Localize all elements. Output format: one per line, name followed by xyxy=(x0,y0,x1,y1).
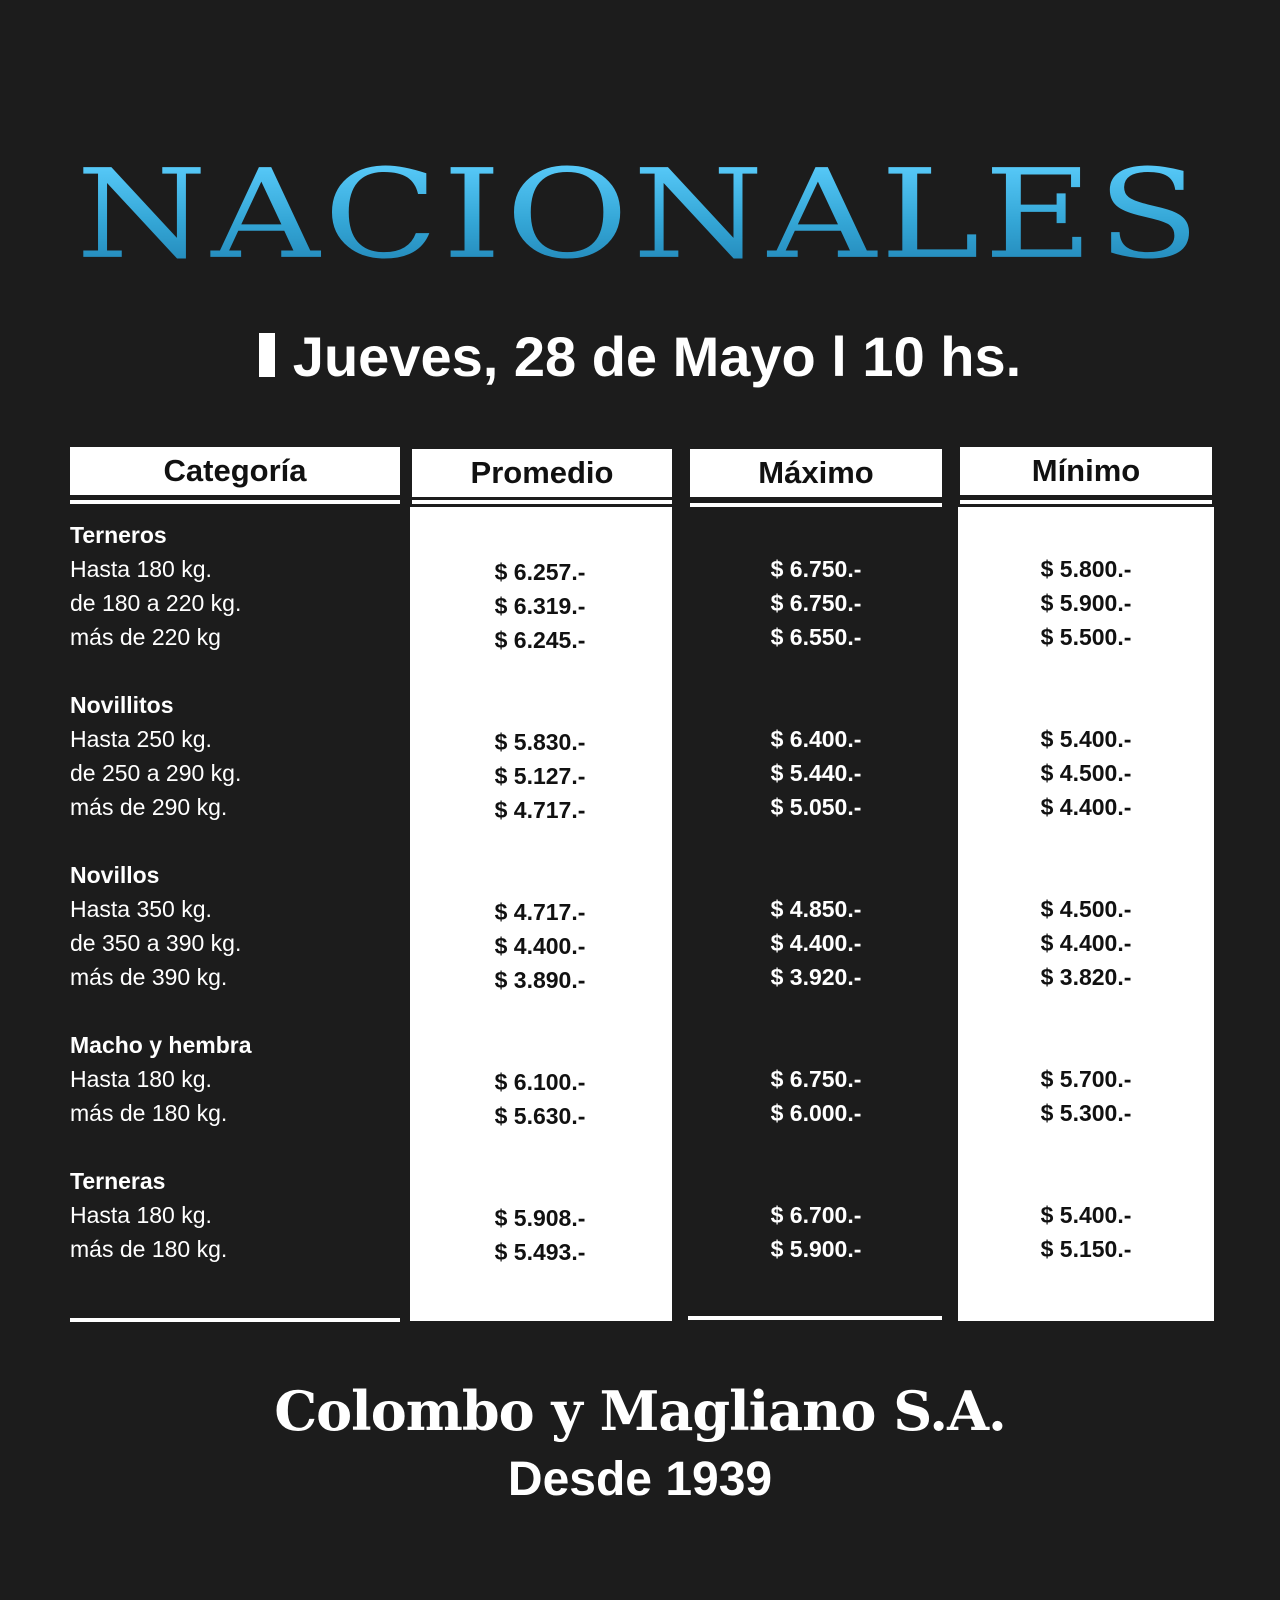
minimo-value: $ 5.500.- xyxy=(1040,624,1132,650)
group-gap xyxy=(960,654,1212,688)
promedio-value: $ 4.717.- xyxy=(494,899,586,925)
maximo-value: $ 4.850.- xyxy=(770,896,862,922)
header-promedio: Promedio xyxy=(412,449,672,497)
footer-rule-categoria xyxy=(70,1318,400,1322)
group-gap xyxy=(410,1266,670,1300)
category-row-label: Hasta 180 kg. xyxy=(70,556,212,582)
group-spacer xyxy=(690,858,942,892)
group-spacer xyxy=(410,1028,670,1062)
maximo-value: $ 4.400.- xyxy=(770,930,862,956)
minimo-value: $ 5.300.- xyxy=(1040,1100,1132,1126)
minimo-value: $ 4.500.- xyxy=(1040,760,1132,786)
promedio-value: $ 4.717.- xyxy=(494,797,586,823)
category-group-title: Novillitos xyxy=(70,692,174,718)
category-group-title: Novillos xyxy=(70,862,160,888)
category-row-label: Hasta 180 kg. xyxy=(70,1066,212,1092)
group-spacer xyxy=(410,1164,670,1198)
promedio-value: $ 5.630.- xyxy=(494,1103,586,1129)
minimo-value: $ 5.900.- xyxy=(1040,590,1132,616)
category-row-label: más de 180 kg. xyxy=(70,1236,228,1262)
category-row-label: Hasta 180 kg. xyxy=(70,1202,212,1228)
group-spacer xyxy=(410,688,670,722)
footer-rule-maximo xyxy=(688,1316,942,1320)
category-group xyxy=(70,1028,400,1130)
promedio-value: $ 3.890.- xyxy=(494,967,586,993)
category-group-title: Terneras xyxy=(70,1168,166,1194)
maximo-value: $ 6.750.- xyxy=(770,590,862,616)
auction-date xyxy=(0,322,1280,392)
promedio-value: $ 6.245.- xyxy=(494,627,586,653)
promedio-value: $ 5.908.- xyxy=(494,1205,586,1231)
promedio-value: $ 5.830.- xyxy=(494,729,586,755)
category-row-label: más de 390 kg. xyxy=(70,964,228,990)
category-group-title: Terneros xyxy=(70,522,167,548)
category-group-title: Macho y hembra xyxy=(70,1032,252,1058)
category-row-label: Hasta 250 kg. xyxy=(70,726,212,752)
header-rule-categoria xyxy=(70,500,400,504)
group-gap xyxy=(410,994,670,1028)
group-spacer xyxy=(960,858,1212,892)
brand-logo: Colombo y Magliano S.A. xyxy=(274,1379,1006,1443)
maximo-value: $ 6.750.- xyxy=(770,1066,862,1092)
category-row-label: de 250 a 290 kg. xyxy=(70,760,242,786)
promedio-value: $ 5.127.- xyxy=(494,763,586,789)
group-gap xyxy=(410,654,670,688)
category-group xyxy=(70,858,400,994)
category-row-label: de 350 a 390 kg. xyxy=(70,930,242,956)
category-column xyxy=(70,518,400,1300)
maximo-value: $ 6.000.- xyxy=(770,1100,862,1126)
promedio-column xyxy=(410,518,670,1300)
maximo-value: $ 5.440.- xyxy=(770,760,862,786)
group-spacer xyxy=(960,518,1212,552)
promedio-value: $ 5.493.- xyxy=(494,1239,586,1265)
group-spacer xyxy=(690,688,942,722)
page-title: NACIONALES xyxy=(0,154,1280,277)
group-spacer xyxy=(960,1164,1212,1198)
group-spacer xyxy=(410,518,670,552)
minimo-value: $ 4.400.- xyxy=(1040,930,1132,956)
header-rule-minimo xyxy=(960,500,1212,504)
group-spacer xyxy=(690,1028,942,1062)
header-rule-maximo xyxy=(690,503,942,507)
group-spacer xyxy=(690,1164,942,1198)
header-categoria: Categoría xyxy=(70,447,400,495)
group-gap xyxy=(960,994,1212,1028)
category-group xyxy=(70,518,400,654)
maximo-value: $ 3.920.- xyxy=(770,964,862,990)
category-row-label: Hasta 350 kg. xyxy=(70,896,212,922)
bullet-bar xyxy=(259,333,275,377)
category-row-label: más de 180 kg. xyxy=(70,1100,228,1126)
group-gap xyxy=(690,1266,942,1300)
group-spacer xyxy=(410,858,670,892)
maximo-value: $ 5.900.- xyxy=(770,1236,862,1262)
promedio-value: $ 6.257.- xyxy=(494,559,586,585)
group-gap xyxy=(960,1130,1212,1164)
since-text: Desde 1939 xyxy=(507,1453,773,1506)
group-gap xyxy=(960,824,1212,858)
maximo-value: $ 5.050.- xyxy=(770,794,862,820)
promedio-value: $ 6.100.- xyxy=(494,1069,586,1095)
category-row-label: más de 220 kg xyxy=(70,624,221,650)
minimo-value: $ 5.400.- xyxy=(1040,726,1132,752)
minimo-value: $ 5.700.- xyxy=(1040,1066,1132,1092)
maximo-value: $ 6.400.- xyxy=(770,726,862,752)
category-group xyxy=(70,1164,400,1266)
promedio-value: $ 4.400.- xyxy=(494,933,586,959)
group-gap xyxy=(690,1130,942,1164)
group-gap xyxy=(690,824,942,858)
category-group xyxy=(70,688,400,824)
minimo-value: $ 5.800.- xyxy=(1040,556,1132,582)
group-spacer xyxy=(960,1028,1212,1062)
maximo-value: $ 6.550.- xyxy=(770,624,862,650)
promedio-value: $ 6.319.- xyxy=(494,593,586,619)
maximo-value: $ 6.700.- xyxy=(770,1202,862,1228)
minimo-value: $ 4.400.- xyxy=(1040,794,1132,820)
header-maximo: Máximo xyxy=(690,449,942,497)
group-gap xyxy=(960,1266,1212,1300)
minimo-value: $ 3.820.- xyxy=(1040,964,1132,990)
header-minimo: Mínimo xyxy=(960,447,1212,495)
group-spacer xyxy=(960,688,1212,722)
category-row-label: más de 290 kg. xyxy=(70,794,228,820)
group-gap xyxy=(410,824,670,858)
minimo-value: $ 5.150.- xyxy=(1040,1236,1132,1262)
group-gap xyxy=(690,994,942,1028)
maximo-column xyxy=(690,518,942,1300)
category-row-label: de 180 a 220 kg. xyxy=(70,590,242,616)
minimo-column xyxy=(960,518,1212,1300)
minimo-value: $ 5.400.- xyxy=(1040,1202,1132,1228)
minimo-value: $ 4.500.- xyxy=(1040,896,1132,922)
maximo-value: $ 6.750.- xyxy=(770,556,862,582)
group-gap xyxy=(690,654,942,688)
auction-date-text: Jueves, 28 de Mayo l 10 hs. xyxy=(292,325,1022,388)
group-gap xyxy=(410,1130,670,1164)
header-rule-promedio xyxy=(412,500,672,504)
group-spacer xyxy=(690,518,942,552)
